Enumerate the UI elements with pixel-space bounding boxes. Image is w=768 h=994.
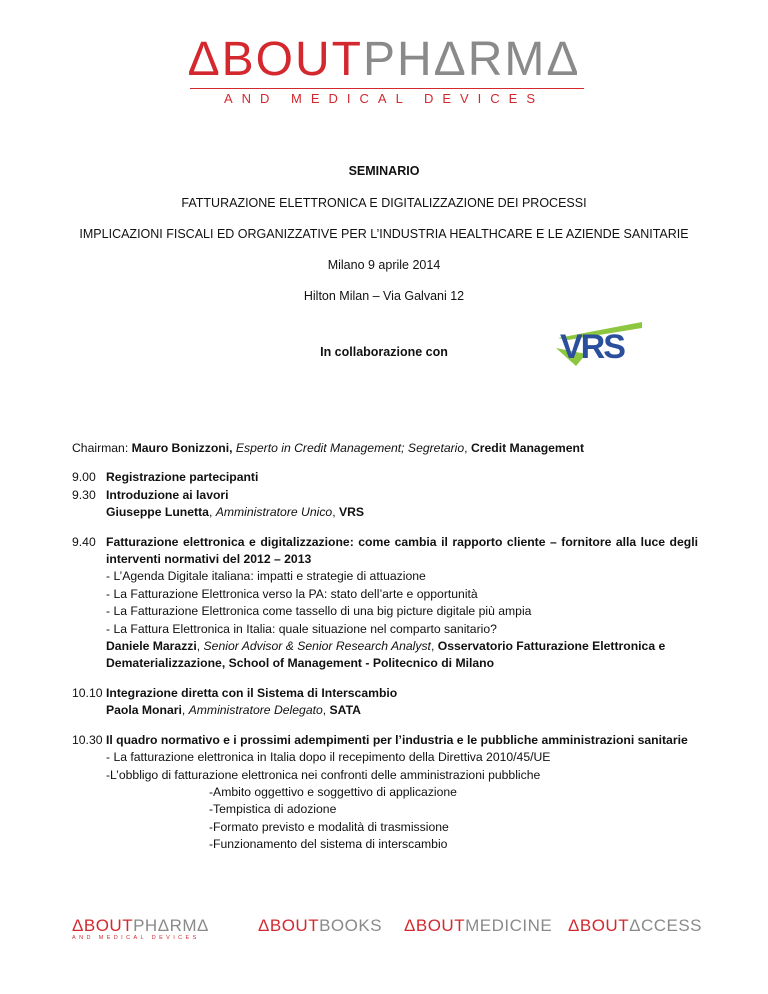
agenda-bullet: - La Fattura Elettronica in Italia: quale situazione nel comparto sanitario?: [106, 621, 497, 636]
footer-logo-aboutpharma: ΔBOUTPHΔRMΔ: [72, 916, 209, 935]
collaboration-label: In collaborazione con: [320, 345, 448, 359]
seminar-label: SEMINARIO: [348, 164, 420, 178]
agenda-bullet: - La fatturazione elettronica in Italia dopo il recepimento della Direttiva 2010/45/UE: [106, 750, 551, 765]
agenda-time: 9.00: [72, 470, 96, 485]
agenda-title: Integrazione diretta con il Sistema di Interscambio: [106, 685, 398, 700]
agenda-speaker: Paola Monari, Amministratore Delegato, SATA: [106, 703, 361, 718]
logo-subtitle: AND MEDICAL DEVICES: [223, 91, 545, 106]
agenda-time: 10.30: [72, 732, 103, 747]
agenda-time: 9.30: [72, 487, 96, 502]
agenda-title: Il quadro normativo e i prossimi adempimenti per l’industria e le pubbliche amministrazioni sanitarie: [106, 732, 688, 747]
footer-logo-aboutbooks: ΔBOUTBOOKS: [258, 916, 383, 935]
agenda-bullet: - La Fatturazione Elettronica verso la PA: stato dell’arte e opportunità: [106, 586, 478, 601]
agenda-title: Registrazione partecipanti: [106, 470, 259, 485]
chairman-line: Chairman: Mauro Bonizzoni, Esperto in Credit Management; Segretario, Credit Management: [72, 441, 585, 455]
agenda-speaker: Daniele Marazzi, Senior Advisor & Senior Research Analyst, Osservatorio Fatturazione Elettronica e Dematerializzazione, School of Management - Politecnico di Milano: [106, 639, 666, 671]
agenda-time: 9.40: [72, 534, 96, 549]
agenda-speaker: Giuseppe Lunetta, Amministratore Unico, VRS: [106, 505, 365, 520]
agenda-title: Fatturazione elettronica e digitalizzazione: come cambia il rapporto cliente – fornitore alla luce degli interventi normativi del 2012 – 2013: [106, 534, 698, 567]
footer-logo-aboutmedicine: ΔBOUTMEDICINE: [404, 916, 553, 935]
seminar-title: FATTURAZIONE ELETTRONICA E DIGITALIZZAZIONE DEI PROCESSI: [181, 196, 587, 210]
chairman-role: Esperto in Credit Management; Segretario: [232, 441, 465, 455]
agenda-time: 10.10: [72, 685, 103, 700]
event-venue: Hilton Milan – Via Galvani 12: [303, 289, 465, 303]
agenda: [72, 440, 698, 854]
logo-divider: [190, 88, 584, 89]
chairman-name: Mauro Bonizzoni,: [131, 441, 233, 455]
agenda-bullet: - La Fatturazione Elettronica come tassello di una big picture digitale più ampia: [106, 604, 532, 619]
agenda-subbullet: -Tempistica di adozione: [209, 802, 337, 817]
agenda-subbullet: -Funzionamento del sistema di interscambio: [209, 837, 448, 852]
agenda-item: [72, 534, 698, 673]
agenda-item: [72, 685, 698, 720]
seminar-subtitle: IMPLICAZIONI FISCALI ED ORGANIZZATIVE PER L’INDUSTRIA HEALTHCARE E LE AZIENDE SANITARIE: [79, 227, 689, 241]
agenda-subbullet: -Ambito oggettivo e soggettivo di applicazione: [209, 784, 457, 799]
vrs-logo-icon: [556, 318, 644, 368]
logo-about: ΔBOUT: [187, 33, 363, 86]
agenda-subbullet: -Formato previsto e modalità di trasmissione: [209, 819, 449, 834]
chairman-org: Credit Management: [470, 441, 585, 455]
agenda-bullet: - L’Agenda Digitale italiana: impatti e strategie di attuazione: [106, 569, 426, 584]
agenda-item: [72, 469, 698, 486]
agenda-bullet: -L’obbligo di fatturazione elettronica nei confronti delle amministrazioni pubbliche: [106, 767, 541, 782]
event-date: Milano 9 aprile 2014: [327, 258, 441, 272]
agenda-title: Introduzione ai lavori: [106, 487, 229, 502]
agenda-item: [72, 487, 698, 522]
footer-logo-subtitle: AND MEDICAL DEVICES: [72, 935, 200, 941]
agenda-item: [72, 732, 698, 854]
logo-pharma: PHΔRMΔ: [362, 33, 581, 86]
footer-logo-aboutaccess: ΔBOUTΔCCESS: [568, 916, 703, 935]
svg-text:VRS: VRS: [560, 328, 624, 366]
aboutpharma-logo: [0, 34, 768, 86]
